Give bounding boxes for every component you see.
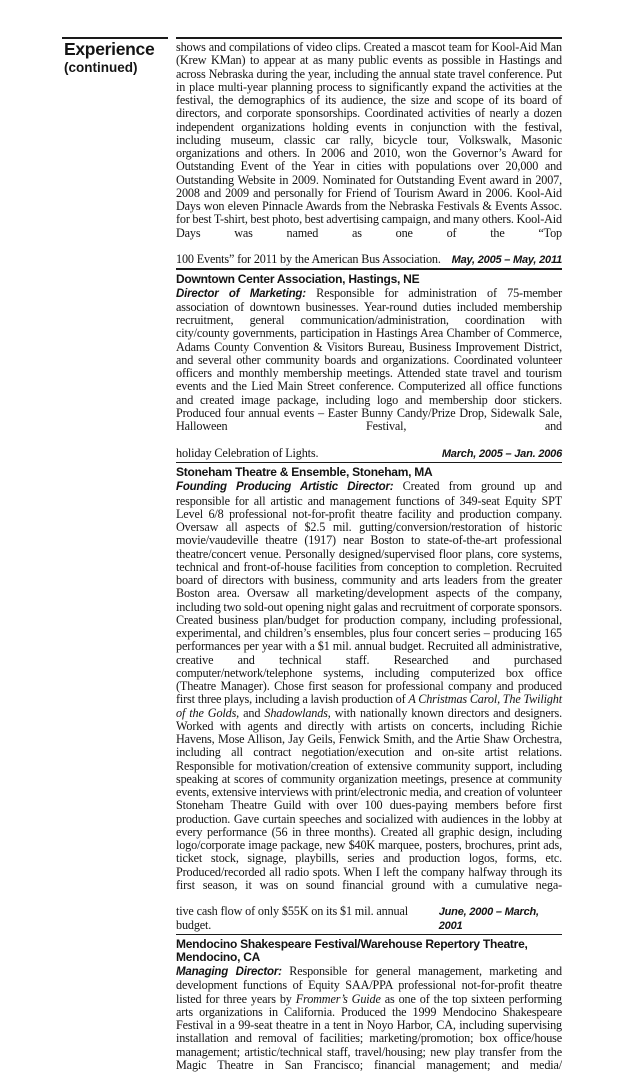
entry-divider bbox=[176, 268, 562, 269]
book-title: Frommer’s Guide bbox=[295, 991, 381, 1006]
section-heading bbox=[64, 39, 172, 76]
experience-content bbox=[176, 41, 562, 1072]
job-description-tail: tive cash flow of only $55K on its $1 mil. annual budget. bbox=[176, 904, 408, 932]
job-last-line bbox=[176, 905, 562, 933]
job-entry-stoneham-theatre bbox=[176, 466, 562, 933]
job-description-tail: 100 Events” for 2011 by the American Bus Association. bbox=[176, 252, 441, 266]
job-role: Managing Director: bbox=[176, 966, 282, 979]
play-titles: A Christmas Carol, The Twilight of the Golds, bbox=[176, 692, 562, 720]
entry-divider bbox=[176, 462, 562, 463]
job-last-line bbox=[176, 253, 562, 267]
job-dates: March, 2005 – Jan. 2006 bbox=[441, 447, 562, 460]
section-subtitle: (continued) bbox=[64, 60, 138, 75]
job-description: Founding Producing Artistic Director: Created from ground up and responsible for all artistic and management functions of 349-seat Equity SPT Level 6/8 professional not-for-profit theatre facility and production company. Oversaw all aspects of $2.5 mil. gutting/conversion/restoration of historic movie/vaudeville theatre (1917) near Boston to state-of-the-art professional theatre/concert venue. Personally designed/supervised floor plans, core systems, technical and front-of-house facilities from conception to completion. Recruited board of directors with business, community and arts leaders from the greater Boston area. Oversaw all marketing/development aspects of the company, including two sold-out opening night galas and recruitment of corporate sponsors. Created business plan/budget for production company, including professional, experimental, and children’s ensembles, plus four concert series – producing 165 performances per year with a $1 mil. annual budget. Recruited all administrative, creative and technical staff. Researched and purchased computer/network/telephone systems, including computerized box office (Theatre Manager). Chose first season for professional company and produced first three plays, including a lavish production of A Christmas Carol, The Twilight of the Golds, and Shadowlands, with nationally known directors and designers. Worked with agents and directly with artists on concerts, including Richie Havens, Mose Allison, Jay Geils, Fenwick Smith, and the Artie Shaw Orchestra, including all contract negotiation/execution and on-site artist relations. Responsible for motivation/creation of extensive community support, including speaking at scores of community organization meetings, presence at community events, extensive interviews with print/electronic media, and creation of volunteer Stoneham Theatre Guild with over 100 dues-paying members before first production. Gave curtain speeches and socialized with audiences in the lobby at every performance (56 in three months). Created all graphic design, including logo/corporate image package, new $40K marquee, posters, brochures, print ads, ticket stock, signage, playbills, series and production logos, forms, etc. Produced/recorded all radio spots. When I left the company halfway through its first season, it was on sound financial ground with a cumulative nega- bbox=[176, 479, 562, 892]
job-description-tail: holiday Celebration of Lights. bbox=[176, 445, 319, 460]
play-title: Shadowlands, bbox=[264, 705, 331, 720]
job-role: Director of Marketing: bbox=[176, 287, 306, 300]
job-description: Managing Director: Responsible for general management, marketing and development functions of Equity SAA/PPA professional not-for-profit theatre listed for three years by Frommer’s Guide as one of the top sixteen performing arts organizations in California. Produced the 1999 Mendocino Shakespeare Festival in a 99-seat theatre in a tent in Noyo Harbor, CA, including supervising installation and removal of facilities; marketing/promotion; box office/house management; artistic/technical staff, travel/housing; new play transfer from the Magic Theatre in San Francisco; financial management; and media/ bbox=[176, 964, 562, 1072]
job-dates: June, 2000 – March, 2001 bbox=[438, 906, 539, 932]
section-rule-right bbox=[176, 37, 562, 39]
job-organization: Downtown Center Association, Hastings, NE bbox=[176, 271, 420, 286]
job-organization: Stoneham Theatre & Ensemble, Stoneham, MA bbox=[176, 465, 433, 480]
job-last-line bbox=[176, 447, 562, 461]
job-dates: May, 2005 – May, 2011 bbox=[451, 254, 562, 266]
job-entry-downtown-center bbox=[176, 273, 562, 461]
job-entry-mendocino bbox=[176, 938, 562, 1072]
job-description: Director of Marketing: Responsible for administration of 75-member association of downtown businesses. Year-round duties included membership recruitment, general communication/administration, coordination with city/county governments, participation in Hastings Area Chamber of Commerce, Adams County Convention & Visitors Bureau, Business Improvement District, and several other community boards and organizations. Coordinated volunteer officers and monthly membership meetings. Attended state travel and tourism events and the Lied Main Street conference. Computerized all office functions and created image package, including logo and membership door stickers. Produced four annual events – Easter Bunny Candy/Prize Drop, Sidewalk Sale, Halloween Festival, and bbox=[176, 285, 562, 434]
job-description: shows and compilations of video clips. Created a mascot team for Kool-Aid Man (Krew KMan) to appear at as many public events as possible in Hastings and across Nebraska during the year, including the annual state travel conference. Put in place multi-year planning process to significantly expand the activities at the festival, the demographics of its audience, the size and scope of its board of directors, and corporate sponsorships. Coordinated activities of nearly a dozen independent organizations holding events in conjunction with the festival, including museum, classic car rally, bicycle tour, Volkswalk, Masonic organizations and others. In 2006 and 2010, won the Governor’s Award for Outstanding Event of the Year in cities with populations over 20,000 and Outstanding Website in 2009. Nominated for Outstanding Event award in 2007, 2008 and 2009 and personally for Friend of Tourism Award in 2006. Kool-Aid Days won eleven Pinnacle Awards from the Nebraska Festivals & Events Assoc. for best T-shirt, best photo, best advertising campaign, and many others. Kool-Aid Days was named as one of the “Top bbox=[176, 40, 562, 240]
job-entry-kool-aid-days bbox=[176, 41, 562, 267]
job-role: Founding Producing Artistic Director: bbox=[176, 481, 394, 494]
job-organization: Mendocino Shakespeare Festival/Warehouse Repertory Theatre, Mendocino, CA bbox=[176, 937, 528, 965]
section-title: Experience bbox=[64, 39, 155, 59]
entry-divider bbox=[176, 934, 562, 935]
